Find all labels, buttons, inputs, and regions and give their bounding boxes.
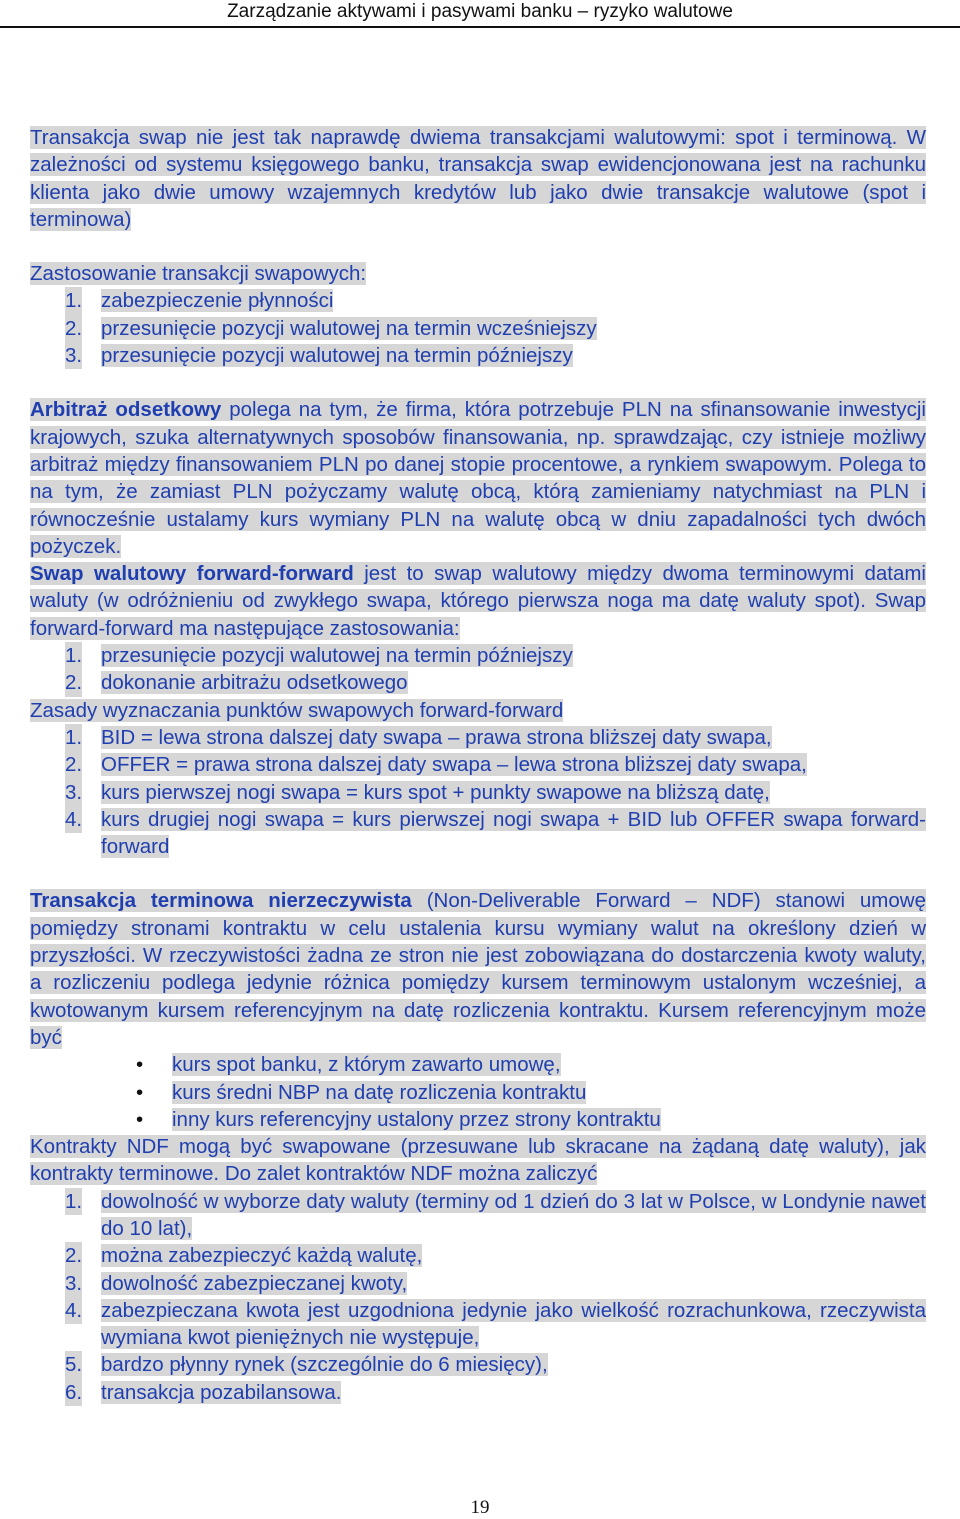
page-header [0, 0, 960, 28]
ndf-advantage-item: 2. można zabezpieczyć każdą walutę, [30, 1242, 926, 1269]
rules-item: 2. OFFER = prawa strona dalszej daty swapa – lewa strona bliższej daty swapa, [30, 751, 926, 778]
ndf-advantage-item: 3. dowolność zabezpieczanej kwoty, [30, 1270, 926, 1297]
header-title: Zarządzanie aktywami i pasywami banku – ryzyko walutowe [227, 1, 733, 22]
ndf-advantage-item: 1. dowolność w wyborze daty waluty (terminy od 1 dzień do 3 lat w Polsce, w Londynie nawet do 10 lat), [65, 1189, 926, 1240]
usage-heading: Zastosowanie transakcji swapowych: [30, 262, 367, 286]
rules-item: 3. kurs pierwszej nogi swapa = kurs spot + punkty swapowe na bliższą datę, [30, 779, 926, 806]
bullet-icon: • [136, 1053, 144, 1077]
ndf-bullet-item: • inny kurs referencyjny ustalony przez strony kontraktu [30, 1106, 926, 1133]
header-rule [0, 26, 960, 28]
rules-item: 4. kurs drugiej nogi swapa = kurs pierwszej nogi swapa + BID lub OFFER swapa forward-forward [65, 807, 926, 859]
ndf-advantage-item: 5. bardzo płynny rynek (szczególnie do 6 miesięcy), [30, 1351, 926, 1378]
ndf-bullet-item: • kurs średni NBP na datę rozliczenia kontraktu [30, 1079, 926, 1106]
ndf-advantage-item: 6. transakcja pozabilansowa. [30, 1379, 926, 1406]
rules-heading: Zasady wyznaczania punktów swapowych forward-forward [30, 698, 564, 722]
arbitrage-paragraph [30, 396, 926, 560]
bullet-icon: • [136, 1107, 144, 1131]
intro-text: Transakcja swap nie jest tak naprawdę dwiema transakcjami walutowymi: spot i terminową. W zależności od systemu księgowego banku, transakcja swap ewidencjonowana jest na rachunku klienta jako dwie umowy wzajemnych kredytów lub jako dwie transakcje walutowe (spot i terminowa) [30, 126, 926, 231]
usage-item: 3. przesunięcie pozycji walutowej na termin późniejszy [30, 342, 926, 369]
ff-swap-term: Swap walutowy forward-forward [30, 562, 354, 586]
rules-item: 1. BID = lewa strona dalszej daty swapa – prawa strona bliższej daty swapa, [30, 724, 926, 751]
ndf-advantages-paragraph: Kontrakty NDF mogą być swapowane (przesuwane lub skracane na żądaną datę waluty), jak kontrakty terminowe. Do zalet kontraktów NDF można zaliczyć [30, 1135, 926, 1186]
usage-item: 1. zabezpieczenie płynności [30, 287, 926, 314]
ndf-advantage-item: 4. zabezpieczana kwota jest uzgodniona jedynie jako wielkość rozrachunkowa, rzeczywista wymiana kwot pieniężnych nie występuje, [65, 1298, 926, 1350]
ff-swap-item: 1. przesunięcie pozycji walutowej na termin późniejszy [30, 642, 926, 669]
ff-swap-paragraph [30, 560, 926, 642]
arbitrage-text: polega na tym, że firma, która potrzebuje PLN na sfinansowanie inwestycji krajowych, szuka alternatywnych sposobów finansowania, np. sprawdzając, czy istnieje możliwy arbitraż między finansowaniem PLN po danej stopie procentowe, a rynkiem swapowym. Polega to na tym, że zamiast PLN pożyczamy walutę obcą, którą zamieniamy natychmiast na PLN i równocześnie ustalamy kurs wymiany PLN na walutę obcą w dniu zapadalności tych dwóch pożyczek. [30, 398, 926, 558]
intro-paragraph [30, 124, 926, 233]
bullet-icon: • [136, 1080, 144, 1104]
ndf-bullet-item: • kurs spot banku, z którym zawarto umowę, [30, 1051, 926, 1078]
page-number: 19 [470, 1497, 490, 1518]
usage-item: 2. przesunięcie pozycji walutowej na termin wcześniejszy [30, 315, 926, 342]
arbitrage-term: Arbitraż odsetkowy [30, 398, 222, 422]
ndf-paragraph [30, 887, 926, 1051]
document-body [30, 124, 926, 1406]
ff-swap-text: jest to swap walutowy między dwoma terminowymi datami waluty (w odróżnieniu od zwykłego swapa, którego pierwsza noga ma datę waluty spot). Swap forward-forward ma następujące zastosowania: [30, 562, 926, 640]
ndf-term: Transakcja terminowa nierzeczywista [30, 889, 412, 913]
ndf-text: (Non-Deliverable Forward – NDF) stanowi umowę pomiędzy stronami kontraktu w celu ustalenia kursu wymiany walut na określony dzień w przyszłości. W rzeczywistości żadna ze stron nie jest zobowiązana do dostarczenia kwoty waluty, a rozliczeniu podlega jedynie różnica pomiędzy kursem terminowym ustalonym wcześniej, a kwotowanym kursem referencyjnym na datę rozliczenia kontraktu. Kursem referencyjnym może być [30, 889, 926, 1049]
ff-swap-item: 2. dokonanie arbitrażu odsetkowego [30, 669, 926, 696]
